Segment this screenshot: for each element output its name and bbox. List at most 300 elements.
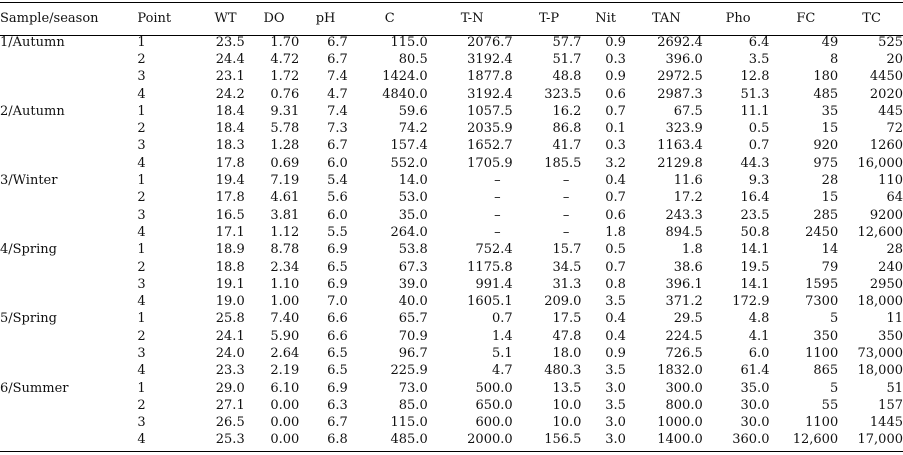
cell-ph: 4.7: [327, 86, 348, 102]
cell-wt: 23.1: [215, 69, 245, 85]
cell-c: 4840.0: [382, 86, 428, 102]
cell-ph: 6.7: [327, 51, 348, 67]
water-quality-table: [0, 2, 903, 449]
cell-point: 2: [137, 51, 146, 67]
cell-pho: 4.1: [748, 328, 770, 344]
cell-c: 74.2: [398, 121, 428, 137]
cell-tc: 64: [886, 190, 903, 206]
cell-nit: 0.6: [605, 207, 626, 223]
cell-wt: 17.8: [215, 190, 245, 206]
cell-c: 65.7: [398, 311, 428, 327]
cell-sample-season: [0, 138, 121, 155]
table-row: [0, 293, 903, 310]
cell-sample-season: [0, 86, 121, 103]
cell-do: 0.76: [270, 86, 300, 102]
cell-wt: 23.3: [215, 363, 245, 379]
cell-tan: 300.0: [665, 380, 703, 396]
cell-tp: –: [562, 190, 570, 206]
cell-ph: 6.7: [327, 138, 348, 154]
table-row: [0, 207, 903, 224]
cell-sample-season: [0, 415, 121, 432]
col-header-fc: FC: [796, 10, 816, 26]
cell-tan: 1163.4: [657, 138, 703, 154]
cell-do: 2.34: [270, 259, 300, 275]
cell-do: 7.40: [270, 311, 300, 327]
cell-tc: 28: [886, 242, 903, 258]
cell-tp: 15.7: [552, 242, 582, 258]
cell-pho: 11.1: [740, 103, 770, 119]
cell-tan: 29.5: [673, 311, 703, 327]
cell-tn: 650.0: [475, 397, 513, 413]
cell-point: 4: [137, 224, 146, 240]
cell-tp: 57.7: [552, 34, 582, 50]
table-row: [0, 380, 903, 397]
table-row: [0, 276, 903, 293]
cell-do: 5.90: [270, 328, 300, 344]
table-row: [0, 224, 903, 241]
cell-tc: 51: [886, 380, 903, 396]
cell-tn: 1605.1: [467, 294, 513, 310]
cell-do: 0.00: [270, 432, 300, 448]
cell-do: 6.10: [270, 380, 300, 396]
cell-tn: 0.7: [491, 311, 513, 327]
cell-tp: 48.8: [552, 69, 582, 85]
cell-ph: 6.0: [327, 155, 348, 171]
cell-tc: 20: [886, 51, 903, 67]
cell-do: 9.31: [270, 103, 300, 119]
cell-pho: 23.5: [740, 207, 770, 223]
cell-tan: 67.5: [673, 103, 703, 119]
cell-fc: 12,600: [792, 432, 839, 448]
cell-do: 8.78: [270, 242, 300, 258]
cell-c: 40.0: [398, 294, 428, 310]
cell-tn: 600.0: [475, 415, 513, 431]
cell-ph: 6.6: [327, 311, 348, 327]
cell-tc: 2020: [869, 86, 903, 102]
cell-tan: 396.0: [665, 51, 703, 67]
col-header-tp: T-P: [538, 10, 560, 26]
cell-sample-season: [0, 207, 121, 224]
cell-nit: 3.0: [605, 432, 626, 448]
cell-do: 1.10: [270, 276, 300, 292]
cell-tn: 1.4: [491, 328, 513, 344]
cell-tc: 11: [886, 311, 903, 327]
cell-sample-season: [0, 328, 121, 345]
cell-do: 1.00: [270, 294, 300, 310]
cell-pho: 14.1: [740, 242, 770, 258]
cell-nit: 0.4: [605, 311, 626, 327]
cell-point: 3: [137, 345, 146, 361]
cell-fc: 7300: [805, 294, 839, 310]
cell-tn: 5.1: [491, 345, 513, 361]
cell-nit: 0.7: [605, 190, 626, 206]
table-row: [0, 242, 903, 259]
cell-fc: 35: [821, 103, 839, 119]
cell-point: 1: [137, 173, 146, 189]
cell-wt: 18.9: [215, 242, 245, 258]
table-row: [0, 345, 903, 362]
cell-wt: 24.4: [215, 51, 245, 67]
cell-fc: 180: [813, 69, 839, 85]
cell-nit: 0.4: [605, 173, 626, 189]
cell-pho: 360.0: [732, 432, 770, 448]
cell-do: 2.19: [270, 363, 300, 379]
cell-tc: 16,000: [857, 155, 903, 171]
cell-tan: 2129.8: [657, 155, 703, 171]
cell-tn: –: [494, 207, 501, 223]
cell-tan: 11.6: [673, 173, 703, 189]
cell-tn: 1877.8: [467, 69, 513, 85]
cell-wt: 17.8: [215, 155, 245, 171]
table-row: [0, 328, 903, 345]
cell-wt: 16.5: [215, 207, 245, 223]
cell-point: 1: [137, 380, 146, 396]
cell-point: 1: [137, 34, 146, 50]
cell-tp: 17.5: [552, 311, 582, 327]
col-header-pho: Pho: [725, 10, 751, 26]
cell-wt: 24.0: [215, 345, 245, 361]
cell-tan: 800.0: [665, 397, 703, 413]
cell-tan: 396.1: [665, 276, 703, 292]
cell-c: 53.0: [398, 190, 428, 206]
cell-fc: 1595: [805, 276, 839, 292]
cell-c: 225.9: [390, 363, 428, 379]
cell-tp: 16.2: [552, 103, 582, 119]
col-header-tn: T-N: [460, 10, 484, 26]
cell-fc: 28: [821, 173, 839, 189]
cell-tn: –: [494, 224, 501, 240]
table-row: [0, 155, 903, 172]
cell-tp: –: [562, 173, 570, 189]
table-body: [0, 34, 903, 449]
cell-do: 4.61: [270, 190, 300, 206]
cell-tc: 350: [878, 328, 903, 344]
cell-c: 485.0: [390, 432, 428, 448]
cell-c: 552.0: [390, 155, 428, 171]
cell-nit: 0.9: [605, 34, 626, 50]
cell-fc: 1100: [805, 415, 839, 431]
cell-wt: 24.1: [215, 328, 245, 344]
cell-tan: 323.9: [665, 121, 703, 137]
cell-sample-season: [0, 293, 121, 310]
cell-fc: 5: [829, 311, 839, 327]
cell-sample-season: [0, 224, 121, 241]
cell-nit: 1.8: [605, 224, 626, 240]
cell-tn: 1705.9: [467, 155, 513, 171]
cell-c: 264.0: [390, 224, 428, 240]
cell-wt: 17.1: [215, 224, 245, 240]
table-row: [0, 415, 903, 432]
cell-tn: 1175.8: [467, 259, 513, 275]
cell-ph: 7.0: [327, 294, 348, 310]
cell-tc: 157: [878, 397, 903, 413]
cell-sample-season: [0, 276, 121, 293]
cell-c: 80.5: [398, 51, 428, 67]
col-header-ph: pH: [315, 10, 336, 26]
col-header-nit: Nit: [595, 10, 617, 26]
cell-ph: 6.7: [327, 415, 348, 431]
cell-pho: 19.5: [740, 259, 770, 275]
cell-tp: 185.5: [544, 155, 582, 171]
col-header-tc: TC: [862, 10, 881, 26]
cell-point: 3: [137, 207, 146, 223]
cell-nit: 3.0: [605, 415, 626, 431]
cell-sample-season: [0, 51, 121, 68]
cell-sample-season: [0, 345, 121, 362]
cell-ph: 6.9: [327, 276, 348, 292]
cell-do: 3.81: [270, 207, 300, 223]
cell-tan: 2692.4: [657, 34, 703, 50]
cell-fc: 485: [813, 86, 839, 102]
cell-ph: 6.9: [327, 242, 348, 258]
table-row: [0, 397, 903, 414]
cell-tp: –: [562, 207, 570, 223]
cell-sample-season: 1/Autumn: [0, 34, 65, 50]
cell-wt: 19.1: [215, 276, 245, 292]
cell-c: 70.9: [398, 328, 428, 344]
table-row: [0, 311, 903, 328]
table-row: [0, 120, 903, 137]
cell-tp: 18.0: [552, 345, 582, 361]
cell-do: 0.69: [270, 155, 300, 171]
cell-point: 3: [137, 138, 146, 154]
table-row: [0, 259, 903, 276]
cell-point: 3: [137, 69, 146, 85]
cell-fc: 350: [813, 328, 839, 344]
cell-tc: 18,000: [857, 363, 903, 379]
cell-pho: 6.0: [748, 345, 770, 361]
cell-wt: 19.0: [215, 294, 245, 310]
cell-tc: 1445: [869, 415, 903, 431]
cell-tp: –: [562, 224, 570, 240]
cell-tc: 2950: [869, 276, 903, 292]
cell-point: 4: [137, 432, 146, 448]
cell-nit: 0.3: [605, 51, 626, 67]
cell-do: 0.00: [270, 397, 300, 413]
cell-point: 3: [137, 276, 146, 292]
cell-tan: 894.5: [665, 224, 703, 240]
cell-tn: –: [494, 190, 501, 206]
cell-wt: 18.4: [215, 121, 245, 137]
cell-nit: 3.5: [605, 363, 626, 379]
cell-tp: 41.7: [552, 138, 582, 154]
cell-nit: 0.9: [605, 345, 626, 361]
cell-tp: 480.3: [544, 363, 582, 379]
cell-fc: 1100: [805, 345, 839, 361]
cell-tn: 752.4: [475, 242, 513, 258]
cell-sample-season: 6/Summer: [0, 380, 69, 396]
cell-sample-season: 3/Winter: [0, 173, 58, 189]
col-header-wt: WT: [214, 10, 237, 26]
cell-c: 1424.0: [382, 69, 428, 85]
cell-tc: 12,600: [857, 224, 903, 240]
cell-pho: 172.9: [732, 294, 770, 310]
cell-sample-season: [0, 155, 121, 172]
cell-tp: 10.0: [552, 397, 582, 413]
cell-sample-season: [0, 432, 121, 449]
cell-tn: 3192.4: [467, 51, 513, 67]
cell-fc: 285: [813, 207, 839, 223]
cell-ph: 6.8: [327, 432, 348, 448]
cell-tc: 18,000: [857, 294, 903, 310]
cell-tc: 73,000: [857, 345, 903, 361]
table-row: [0, 172, 903, 189]
cell-fc: 14: [821, 242, 839, 258]
cell-pho: 16.4: [740, 190, 770, 206]
cell-nit: 0.8: [605, 276, 626, 292]
cell-nit: 0.7: [605, 259, 626, 275]
cell-wt: 26.5: [215, 415, 245, 431]
bottom-rule: [0, 451, 903, 452]
cell-ph: 6.9: [327, 380, 348, 396]
cell-tan: 1000.0: [657, 415, 703, 431]
cell-wt: 23.5: [215, 34, 245, 50]
cell-ph: 7.4: [327, 103, 348, 119]
cell-pho: 30.0: [740, 415, 770, 431]
cell-c: 67.3: [398, 259, 428, 275]
cell-tan: 371.2: [665, 294, 703, 310]
cell-fc: 920: [813, 138, 839, 154]
cell-pho: 0.7: [748, 138, 770, 154]
cell-tn: 991.4: [475, 276, 513, 292]
cell-c: 85.0: [398, 397, 428, 413]
cell-pho: 61.4: [740, 363, 770, 379]
cell-pho: 35.0: [740, 380, 770, 396]
cell-tan: 1400.0: [657, 432, 703, 448]
cell-tp: 13.5: [552, 380, 582, 396]
table-row: [0, 51, 903, 68]
cell-wt: 19.4: [215, 173, 245, 189]
cell-c: 96.7: [398, 345, 428, 361]
cell-sample-season: 5/Spring: [0, 311, 57, 327]
cell-tn: 500.0: [475, 380, 513, 396]
cell-ph: 6.5: [327, 345, 348, 361]
cell-point: 2: [137, 190, 146, 206]
cell-tp: 156.5: [544, 432, 582, 448]
cell-fc: 8: [829, 51, 839, 67]
cell-c: 53.8: [398, 242, 428, 258]
cell-ph: 5.5: [327, 224, 348, 240]
cell-wt: 18.3: [215, 138, 245, 154]
cell-c: 115.0: [390, 415, 428, 431]
cell-pho: 14.1: [740, 276, 770, 292]
cell-tp: 10.0: [552, 415, 582, 431]
cell-tc: 525: [878, 34, 903, 50]
cell-tan: 2972.5: [657, 69, 703, 85]
cell-tan: 38.6: [673, 259, 703, 275]
table-row: [0, 69, 903, 86]
cell-nit: 3.5: [605, 294, 626, 310]
cell-wt: 25.8: [215, 311, 245, 327]
cell-pho: 0.5: [748, 121, 770, 137]
cell-sample-season: [0, 69, 121, 86]
cell-point: 4: [137, 363, 146, 379]
cell-pho: 50.8: [740, 224, 770, 240]
cell-point: 1: [137, 103, 146, 119]
cell-tp: 323.5: [544, 86, 582, 102]
cell-point: 1: [137, 311, 146, 327]
cell-tan: 17.2: [673, 190, 703, 206]
cell-nit: 3.0: [605, 380, 626, 396]
cell-ph: 6.5: [327, 363, 348, 379]
cell-c: 157.4: [390, 138, 428, 154]
cell-pho: 4.8: [748, 311, 770, 327]
table-row: [0, 190, 903, 207]
cell-nit: 0.4: [605, 328, 626, 344]
cell-point: 2: [137, 328, 146, 344]
cell-tc: 9200: [869, 207, 903, 223]
cell-do: 1.28: [270, 138, 300, 154]
cell-pho: 44.3: [740, 155, 770, 171]
cell-sample-season: 4/Spring: [0, 242, 57, 258]
cell-wt: 18.4: [215, 103, 245, 119]
col-header-sample-season: Sample/season: [0, 10, 99, 26]
table-row: [0, 432, 903, 449]
cell-tn: 3192.4: [467, 86, 513, 102]
cell-wt: 24.2: [215, 86, 245, 102]
cell-point: 4: [137, 294, 146, 310]
table-row: [0, 34, 903, 51]
cell-point: 2: [137, 121, 146, 137]
cell-c: 59.6: [398, 103, 428, 119]
cell-fc: 5: [829, 380, 839, 396]
cell-wt: 18.8: [215, 259, 245, 275]
cell-tn: –: [494, 173, 501, 189]
cell-ph: 5.6: [327, 190, 348, 206]
cell-pho: 51.3: [740, 86, 770, 102]
cell-tp: 209.0: [544, 294, 582, 310]
cell-ph: 6.5: [327, 259, 348, 275]
cell-point: 3: [137, 415, 146, 431]
cell-point: 2: [137, 259, 146, 275]
cell-fc: 975: [813, 155, 839, 171]
cell-tp: 34.5: [552, 259, 582, 275]
cell-c: 39.0: [398, 276, 428, 292]
cell-tc: 72: [886, 121, 903, 137]
cell-tn: 4.7: [491, 363, 513, 379]
cell-nit: 0.7: [605, 103, 626, 119]
cell-tp: 31.3: [552, 276, 582, 292]
cell-tan: 1.8: [682, 242, 703, 258]
cell-tc: 1260: [869, 138, 903, 154]
cell-ph: 7.4: [327, 69, 348, 85]
cell-point: 2: [137, 397, 146, 413]
cell-ph: 6.7: [327, 34, 348, 50]
cell-pho: 12.8: [740, 69, 770, 85]
cell-c: 115.0: [390, 34, 428, 50]
cell-pho: 30.0: [740, 397, 770, 413]
cell-fc: 865: [813, 363, 839, 379]
cell-do: 7.19: [270, 173, 300, 189]
table-row: [0, 86, 903, 103]
cell-wt: 25.3: [215, 432, 245, 448]
cell-tn: 2076.7: [467, 34, 513, 50]
cell-fc: 15: [821, 190, 839, 206]
table-row: [0, 103, 903, 120]
table-row: [0, 363, 903, 380]
cell-fc: 55: [821, 397, 839, 413]
cell-ph: 6.0: [327, 207, 348, 223]
cell-tan: 726.5: [665, 345, 703, 361]
cell-do: 1.70: [270, 34, 300, 50]
cell-do: 0.00: [270, 415, 300, 431]
table-row: [0, 138, 903, 155]
cell-nit: 0.5: [605, 242, 626, 258]
cell-c: 14.0: [398, 173, 428, 189]
cell-c: 73.0: [398, 380, 428, 396]
cell-fc: 79: [821, 259, 839, 275]
cell-wt: 27.1: [215, 397, 245, 413]
